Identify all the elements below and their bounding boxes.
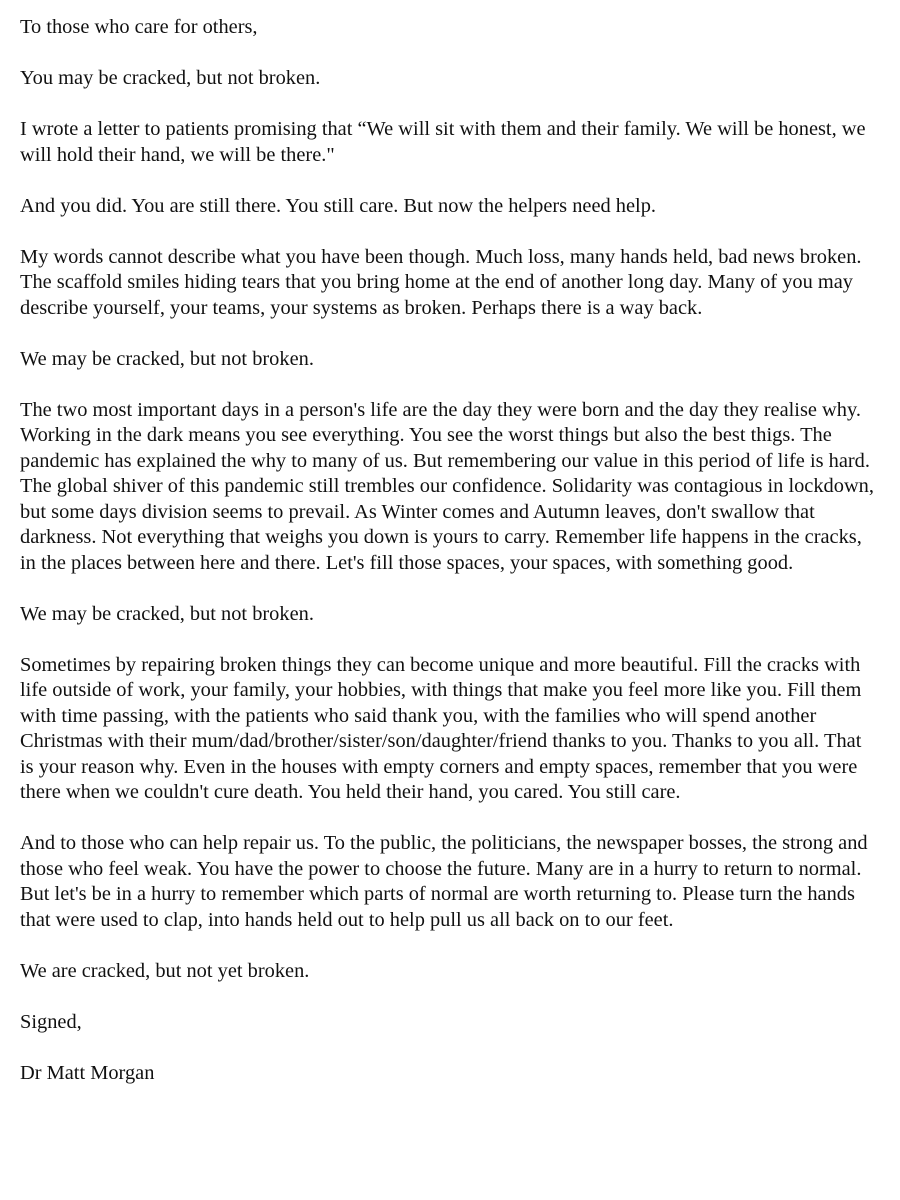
paragraph-5: We may be cracked, but not broken. xyxy=(20,347,314,370)
paragraph-8: Sometimes by repairing broken things they can become unique and more beautiful. Fill the cracks with life outside of work, your family, your hobbies, with things that make you feel more like you. Fill them with time passing, with the patients who said thank you, with the families who will spend another Christmas with their mum/dad/brother/sister/son/daughter/friend thanks to you. Thanks to you all. That is your reason why. Even in the houses with empty corners and empty spaces, remember that you were there when we couldn't cure death. You held their hand, you cared. You still care. xyxy=(20,653,862,803)
salutation: To those who care for others, xyxy=(20,16,258,38)
paragraph-4: My words cannot describe what you have been though. Much loss, many hands held, bad news broken. The scaffold smiles hiding tears that you bring home at the end of another long day. Many of you may describe yourself, your teams, your systems as broken. Perhaps there is a way back. xyxy=(20,245,862,319)
paragraph-7: We may be cracked, but not broken. xyxy=(20,602,314,625)
closing: Signed, xyxy=(20,1010,82,1033)
paragraph-2: I wrote a letter to patients promising that “We will sit with them and their family. We will be honest, we will hold their hand, we will be there." xyxy=(20,118,866,166)
paragraph-3: And you did. You are still there. You still care. But now the helpers need help. xyxy=(20,194,656,217)
paragraph-6: The two most important days in a person's life are the day they were born and the day they realise why. Working in the dark means you see everything. You see the worst things but also the best thigs. The pandemic has explained the why to many of us. But remembering our value in this period of life is hard. The global shiver of this pandemic still trembles our confidence. Solidarity was contagious in lockdown, but some days division seems to prevail. As Winter comes and Autumn leaves, don't swallow that darkness. Not everything that weighs you down is yours to carry. Remember life happens in the cracks, in the places between here and there. Let's fill those spaces, your spaces, with something good. xyxy=(20,398,874,574)
paragraph-10: We are cracked, but not yet broken. xyxy=(20,959,310,982)
paragraph-1: You may be cracked, but not broken. xyxy=(20,67,321,89)
paragraph-9: And to those who can help repair us. To the public, the politicians, the newspaper bosses, the strong and those who feel weak. You have the power to choose the future. Many are in a hurry to return to normal. But let's be in a hurry to remember which parts of normal are worth returning to. Please turn the hands that were used to clap, into hands held out to help pull us all back on to our feet. xyxy=(20,832,868,931)
signature: Dr Matt Morgan xyxy=(20,1061,155,1084)
